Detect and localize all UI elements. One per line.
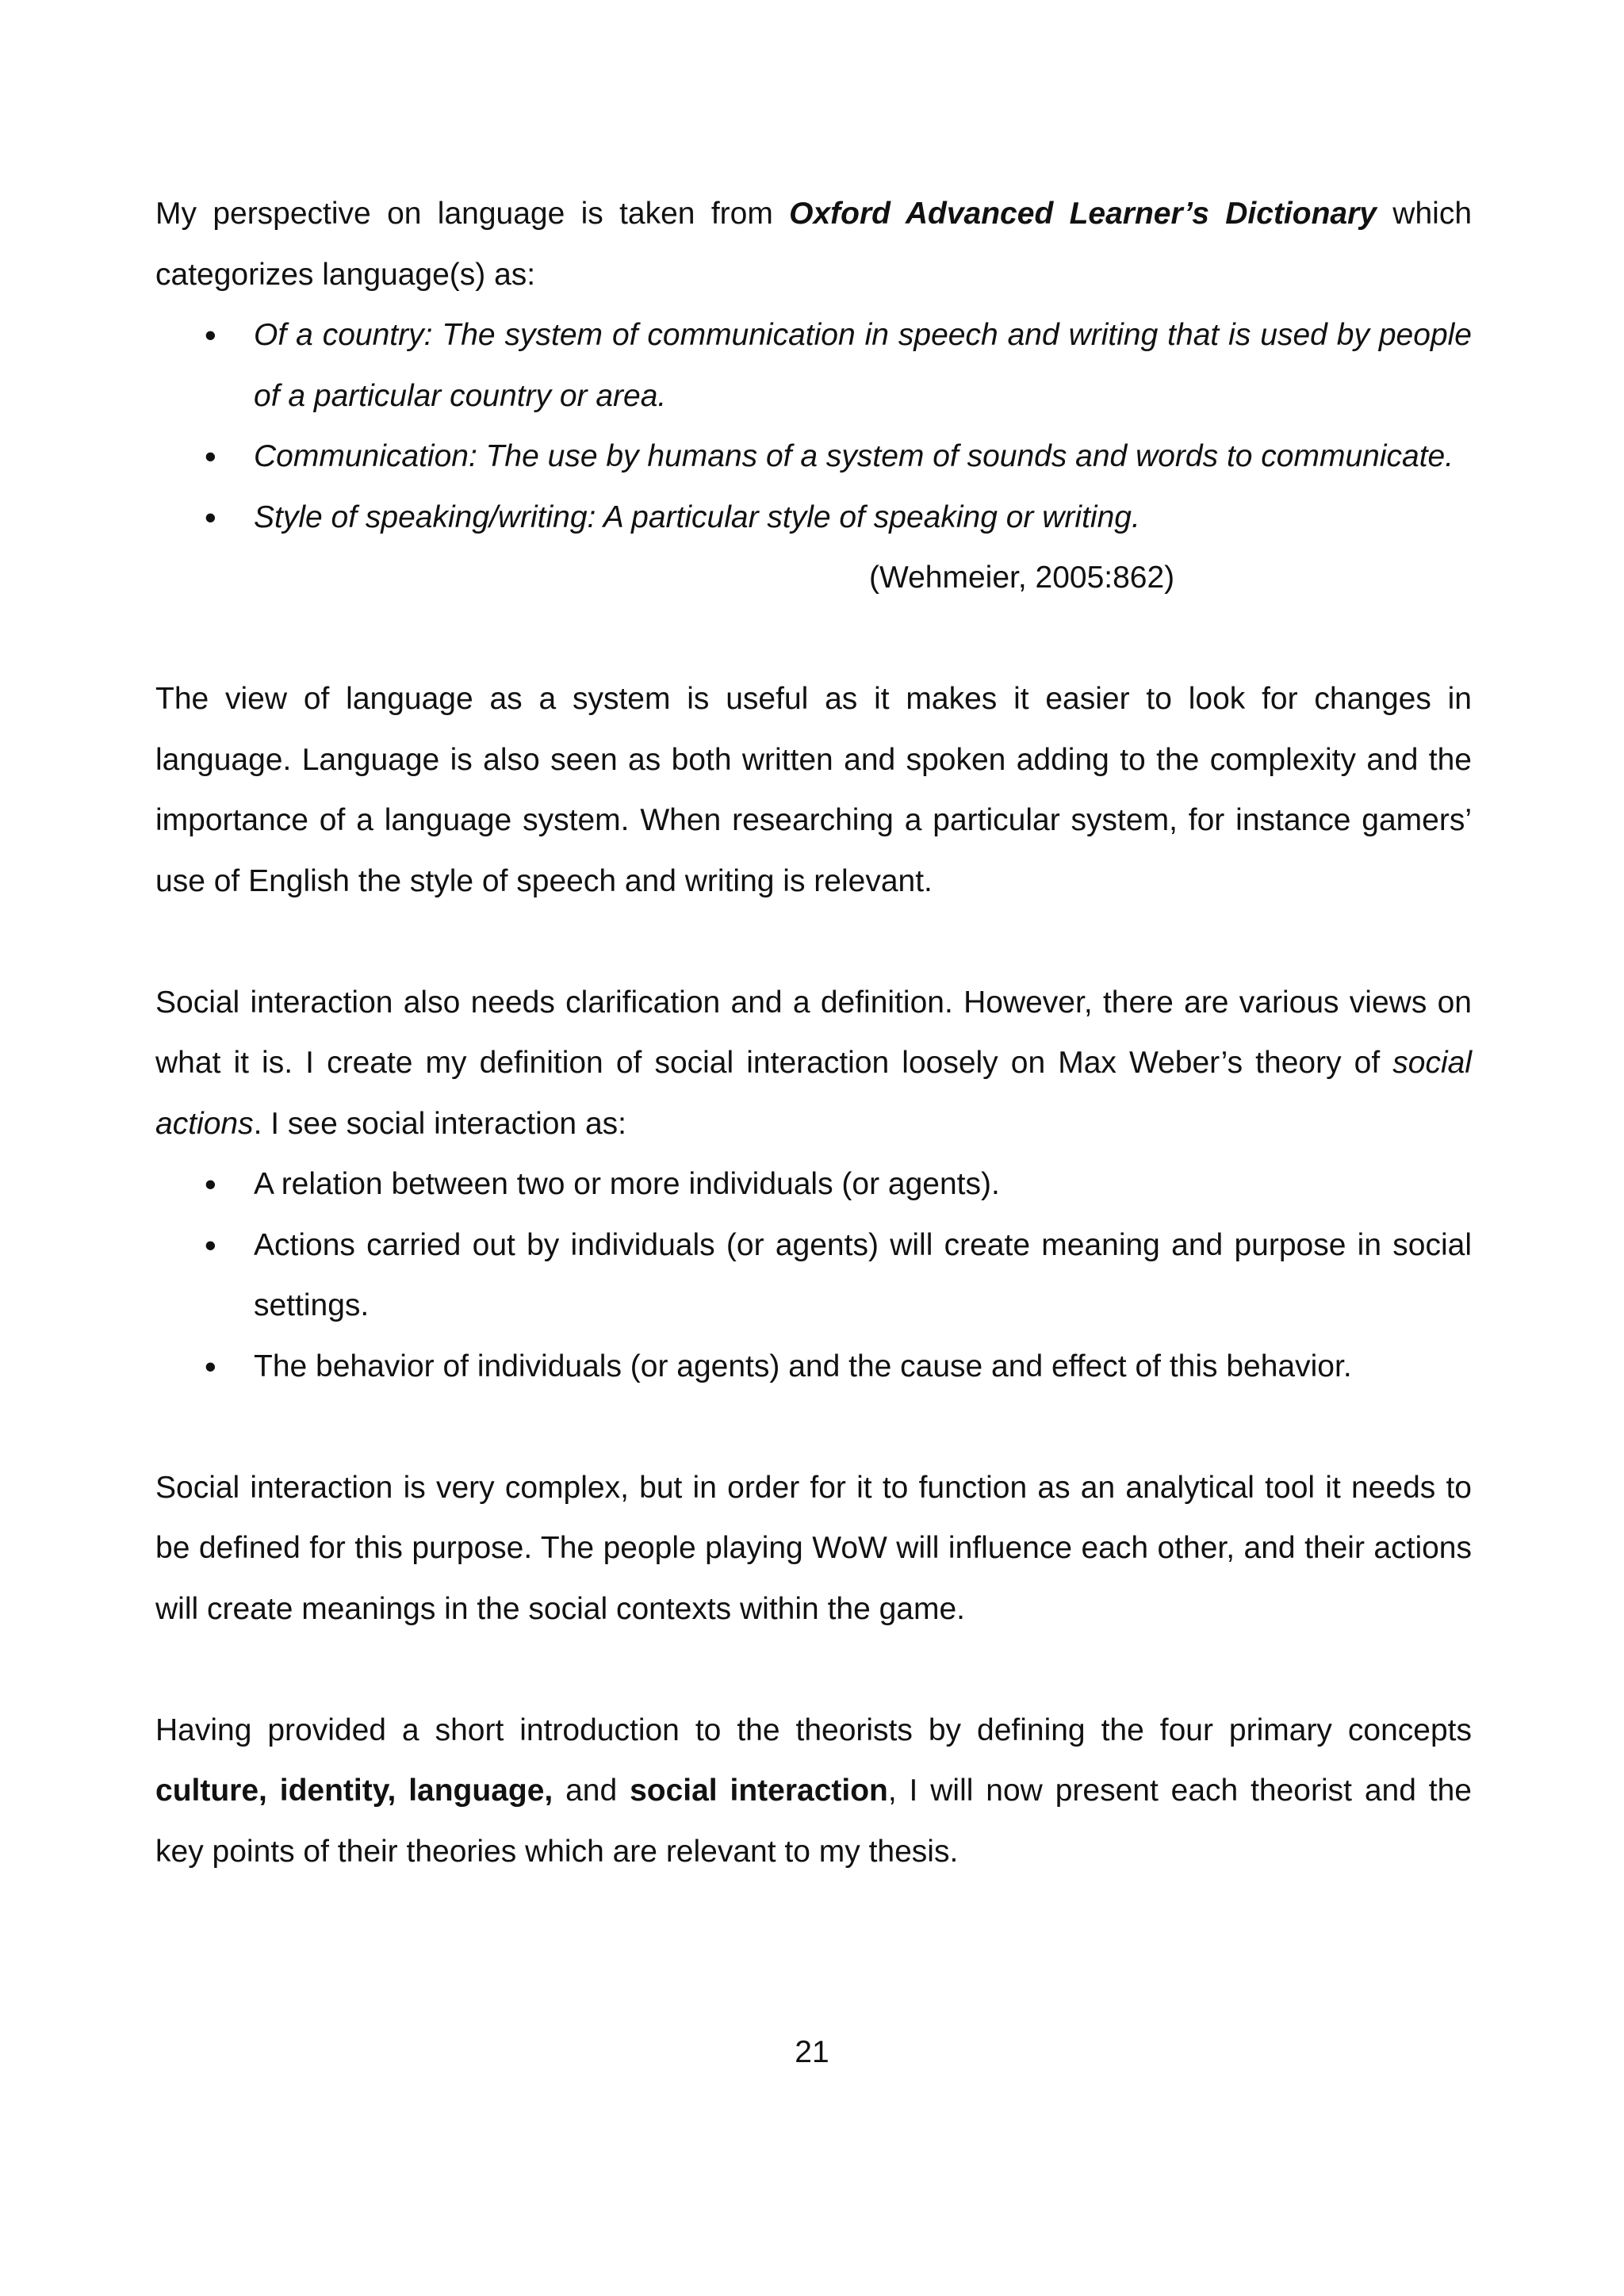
- list-item: • The behavior of individuals (or agents) and the cause and effect of this behavior.: [155, 1337, 1472, 1398]
- conclusion-and: and: [553, 1774, 630, 1808]
- social-interaction-paragraph: [155, 973, 1472, 1155]
- system-paragraph: The view of language as a system is useful as it makes it easier to look for changes in language. Language is also seen as both written and spoken adding to the complexity and the importance of a language system. When researching a particular system, for instance gamers’ use of English the style of speech and writing is relevant.: [155, 682, 1472, 898]
- conclusion-text-before: Having provided a short introduction to the theorists by defining the four primary concepts: [155, 1712, 1472, 1747]
- conclusion-paragraph: [155, 1701, 1472, 1883]
- intro-paragraph: [155, 184, 1472, 305]
- document-page: [155, 184, 1472, 1882]
- complexity-paragraph: Social interaction is very complex, but in order for it to function as an analytical tool it needs to be defined for this purpose. The people playing WoW will influence each other, and their actions will create meanings in the social contexts within the game.: [155, 1470, 1472, 1626]
- page-number: 21: [795, 2035, 829, 2069]
- intro-text-after: which categorizes language(s) as:: [155, 197, 1473, 292]
- intro-text-before: My perspective on language is taken from: [155, 197, 790, 231]
- social-actions-term: social actions: [155, 1046, 1472, 1141]
- conclusion-text-after: , I will now present each theorist and the key points of their theories which are relevant to my thesis.: [155, 1774, 1472, 1869]
- social-text-after: . I see social interaction as:: [253, 1106, 626, 1141]
- book-title: Oxford Advanced Learner’s Dictionary: [789, 197, 1377, 231]
- list-item: • Communication: The use by humans of a system of sounds and words to communicate.: [155, 427, 1472, 488]
- social-interaction-bold: social interaction: [630, 1774, 888, 1808]
- citation: (Wehmeier, 2005:862): [869, 561, 1175, 595]
- list-item: • Style of speaking/writing: A particular style of speaking or writing.: [155, 488, 1472, 549]
- list-item: • Actions carried out by individuals (or agents) will create meaning and purpose in social settings.: [155, 1215, 1472, 1337]
- social-interaction-list: [155, 1154, 1472, 1397]
- language-definition-list: [155, 305, 1472, 548]
- list-item: • A relation between two or more individuals (or agents).: [155, 1154, 1472, 1215]
- list-item: • Of a country: The system of communication in speech and writing that is used by people of a particular country or area.: [155, 305, 1472, 427]
- concepts-bold: culture, identity, language,: [155, 1774, 553, 1808]
- social-text-before: Social interaction also needs clarification and a definition. However, there are various views on what it is. I create my definition of social interaction loosely on Max Weber’s theory of: [155, 985, 1472, 1080]
